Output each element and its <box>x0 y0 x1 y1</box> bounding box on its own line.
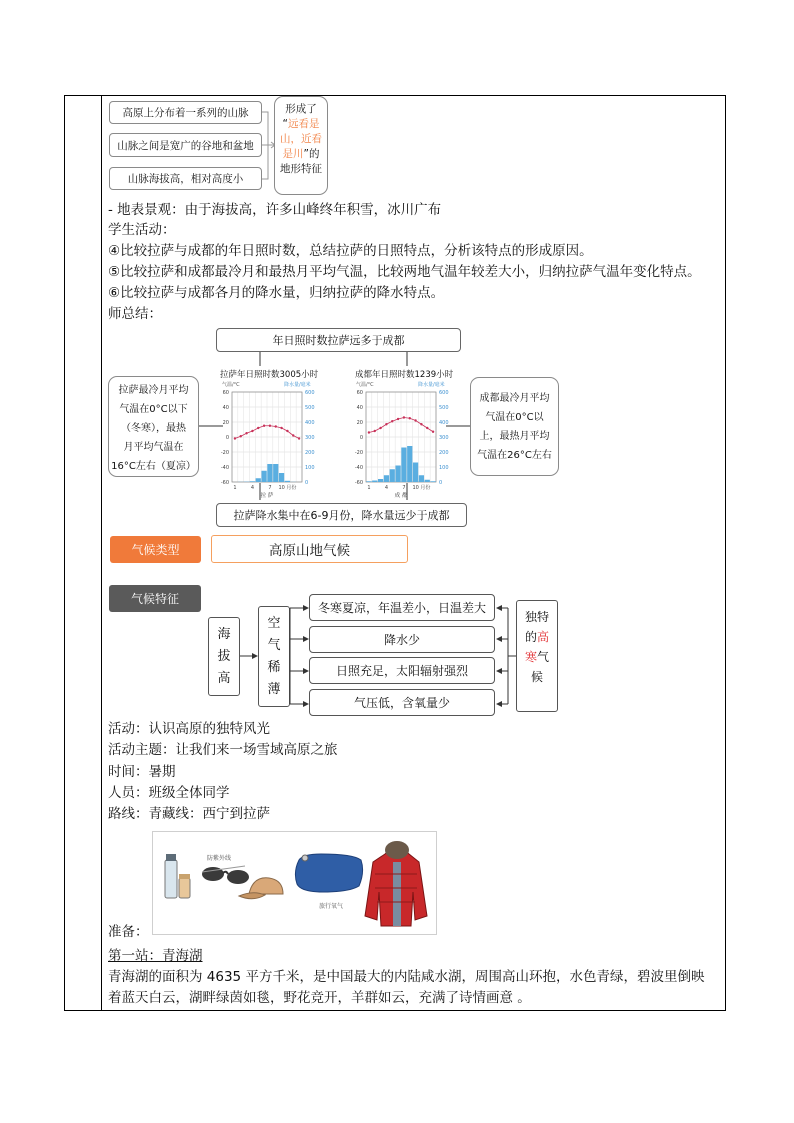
place-label: 成 都 <box>394 493 408 499</box>
temp-tick-label: -60 <box>220 480 229 486</box>
precip-tick-label: 100 <box>305 465 315 471</box>
temp-tick-label: -20 <box>220 450 229 456</box>
temperature-point <box>275 425 277 427</box>
temperature-point <box>403 416 405 418</box>
temp-tick-label: 60 <box>222 390 229 396</box>
activity-time: 时间：暑期 <box>108 764 176 780</box>
feature-precipitation: 降水少 <box>309 626 495 653</box>
activity-route: 路线：青藏线：西宁到拉萨 <box>108 806 270 822</box>
temp-tick-label: -40 <box>220 465 229 471</box>
station-title: 第一站：青海湖 <box>108 948 203 964</box>
precip-tick-label: 600 <box>439 390 449 396</box>
precip-bar <box>384 475 389 482</box>
month-tick-label: 7 <box>402 485 406 491</box>
svg-text:防紫外线: 防紫外线 <box>207 855 232 862</box>
precip-bar <box>407 446 412 482</box>
precip-bar <box>267 464 272 482</box>
cause-thin-air: 空 气 稀 薄 <box>258 606 290 707</box>
temperature-point <box>292 434 294 436</box>
precip-tick-label: 300 <box>439 435 449 441</box>
temp-tick-label: 60 <box>356 390 363 396</box>
table-left-border <box>64 95 65 1011</box>
temp-tick-label: 0 <box>359 435 363 441</box>
temp-axis-label: 气温/°C <box>222 382 240 388</box>
precip-bar <box>395 466 400 483</box>
precip-tick-label: 0 <box>305 480 309 486</box>
month-tick-label: 4 <box>250 485 255 491</box>
table-bottom-border <box>64 1010 726 1011</box>
precip-tick-label: 200 <box>439 450 449 456</box>
station-text-line2: 着蓝天白云，湖畔绿茵如毯，野花竞开，羊群如云，充满了诗情画意 。 <box>108 990 531 1006</box>
temperature-point <box>385 423 387 425</box>
precip-tick-label: 100 <box>439 465 449 471</box>
month-tick-label: 10 月份 <box>278 485 297 491</box>
table-right-border <box>725 95 726 1011</box>
chengdu-temp-note: 成都最冷月平均 气温在0°C以 上，最热月平均 气温在26°C左右 <box>470 377 559 476</box>
precip-bar <box>279 473 284 482</box>
activity-item-5: ⑤比较拉萨和成都最冷月和最热月平均气温，比较两地气温年较差大小，归纳拉萨气温年变化特点。 <box>108 264 701 280</box>
month-tick-label: 7 <box>268 485 272 491</box>
temperature-point <box>234 437 236 439</box>
precip-bar <box>256 478 261 482</box>
month-tick-label: 1 <box>367 485 371 491</box>
activity-line: 活动：认识高原的独特风光 <box>108 721 270 737</box>
temperature-point <box>379 427 381 429</box>
unique-cold-climate-box: 独特 的高 寒气 候 <box>516 600 558 712</box>
student-activity-heading: 学生活动： <box>108 222 176 238</box>
station-text-line1: 青海湖的面积为 4635 平方千米，是中国最大的内陆咸水湖，周围高山环抱，水色青绿，碧波里倒映 <box>108 969 705 985</box>
temp-tick-label: 20 <box>222 420 229 426</box>
activity-theme: 活动主题：让我们来一场雪域高原之旅 <box>108 742 338 758</box>
temperature-point <box>391 420 393 422</box>
precip-bar <box>413 463 418 483</box>
climate-type-value: 高原山地气候 <box>211 535 408 563</box>
climate-type-label: 气候类型 <box>110 536 201 563</box>
temperature-point <box>397 418 399 420</box>
precipitation-compare-box: 拉萨降水集中在6-9月份，降水量远少于成都 <box>216 503 467 527</box>
temp-tick-label: 0 <box>225 435 229 441</box>
feature-air-pressure: 气压低，含氧量少 <box>309 689 495 716</box>
activity-item-6: ⑥比较拉萨与成都各月的降水量，归纳拉萨的降水特点。 <box>108 285 445 301</box>
chengdu-chart-title: 成都年日照时数1239小时 <box>355 370 454 380</box>
temperature-point <box>409 417 411 419</box>
precip-tick-label: 500 <box>305 405 315 411</box>
temperature-point <box>432 431 434 433</box>
chengdu-climate-chart <box>348 378 462 500</box>
precip-axis-label: 降水量/毫米 <box>284 382 311 388</box>
precip-bar <box>401 448 406 483</box>
lhasa-climate-chart <box>214 378 328 500</box>
temp-tick-label: -20 <box>354 450 363 456</box>
precip-bar <box>250 481 255 482</box>
flow-item-1: 高原上分布着一系列的山脉 <box>109 101 262 124</box>
temperature-point <box>245 432 247 434</box>
precip-bar <box>366 481 371 482</box>
precip-bar <box>425 480 430 482</box>
temperature-point <box>240 435 242 437</box>
temperature-point <box>426 427 428 429</box>
temperature-point <box>374 430 376 432</box>
month-tick-label: 4 <box>384 485 389 491</box>
lhasa-temp-note: 拉萨最冷月平均 气温在0°C以下 （冬寒），最热 月平均气温在 16°C左右（夏凉） <box>108 376 199 477</box>
temperature-point <box>257 427 259 429</box>
precip-tick-label: 300 <box>305 435 315 441</box>
landscape-text: - 地表景观：由于海拔高，许多山峰终年积雪，冰川广布 <box>108 202 442 218</box>
activity-people: 人员：班级全体同学 <box>108 785 230 801</box>
precip-bar <box>285 481 290 482</box>
preparation-image <box>152 831 437 935</box>
travel-items-illustration <box>153 832 436 934</box>
table-top-border <box>64 95 726 96</box>
temp-tick-label: 40 <box>222 405 229 411</box>
temp-tick-label: -60 <box>354 480 363 486</box>
precip-bar <box>372 481 377 483</box>
cause-high-altitude: 海 拔 高 <box>208 617 240 696</box>
temperature-point <box>368 431 370 433</box>
feature-temperature: 冬寒夏凉，年温差小，日温差大 <box>309 594 495 621</box>
sunshine-compare-box: 年日照时数拉萨远多于成都 <box>216 328 461 352</box>
lhasa-chart-title: 拉萨年日照时数3005小时 <box>220 370 319 380</box>
feature-sunshine: 日照充足，太阳辐射强烈 <box>309 657 495 684</box>
precip-bar <box>430 481 435 482</box>
precip-tick-label: 200 <box>305 450 315 456</box>
temperature-point <box>251 430 253 432</box>
precip-tick-label: 400 <box>305 420 315 426</box>
precip-bar <box>390 469 395 482</box>
precip-tick-label: 400 <box>439 420 449 426</box>
precip-axis-label: 降水量/毫米 <box>418 382 445 388</box>
activity-item-4: ④比较拉萨与成都的年日照时数，总结拉萨的日照特点，分析该特点的形成原因。 <box>108 243 593 259</box>
preparation-label: 准备： <box>108 924 149 940</box>
precip-bar <box>273 464 278 482</box>
table-column-divider <box>101 95 102 1011</box>
precip-tick-label: 0 <box>439 480 443 486</box>
flow-result-box: 形成了 “远看是 山，近看 是川”的 地形特征 <box>274 96 328 195</box>
precip-tick-label: 600 <box>305 390 315 396</box>
svg-text:旅行氧气: 旅行氧气 <box>319 903 344 910</box>
teacher-summary-heading: 师总结： <box>108 306 162 322</box>
precip-bar <box>378 479 383 482</box>
temperature-point <box>286 430 288 432</box>
temperature-point <box>269 425 271 427</box>
flow-item-2: 山脉之间是宽广的谷地和盆地 <box>109 133 262 157</box>
temperature-point <box>280 427 282 429</box>
precip-bar <box>261 471 266 482</box>
place-label: 拉 萨 <box>260 493 274 499</box>
temp-tick-label: 40 <box>356 405 363 411</box>
temperature-point <box>298 437 300 439</box>
temp-tick-label: -40 <box>354 465 363 471</box>
flow-item-3: 山脉海拔高，相对高度小 <box>109 167 262 190</box>
precip-bar <box>419 475 424 482</box>
precip-tick-label: 500 <box>439 405 449 411</box>
month-tick-label: 1 <box>233 485 237 491</box>
temp-axis-label: 气温/°C <box>356 382 374 388</box>
month-tick-label: 10 月份 <box>412 485 431 491</box>
temperature-point <box>414 419 416 421</box>
temperature-point <box>420 423 422 425</box>
climate-features-label: 气候特征 <box>109 585 201 612</box>
temp-tick-label: 20 <box>356 420 363 426</box>
temperature-point <box>263 425 265 427</box>
